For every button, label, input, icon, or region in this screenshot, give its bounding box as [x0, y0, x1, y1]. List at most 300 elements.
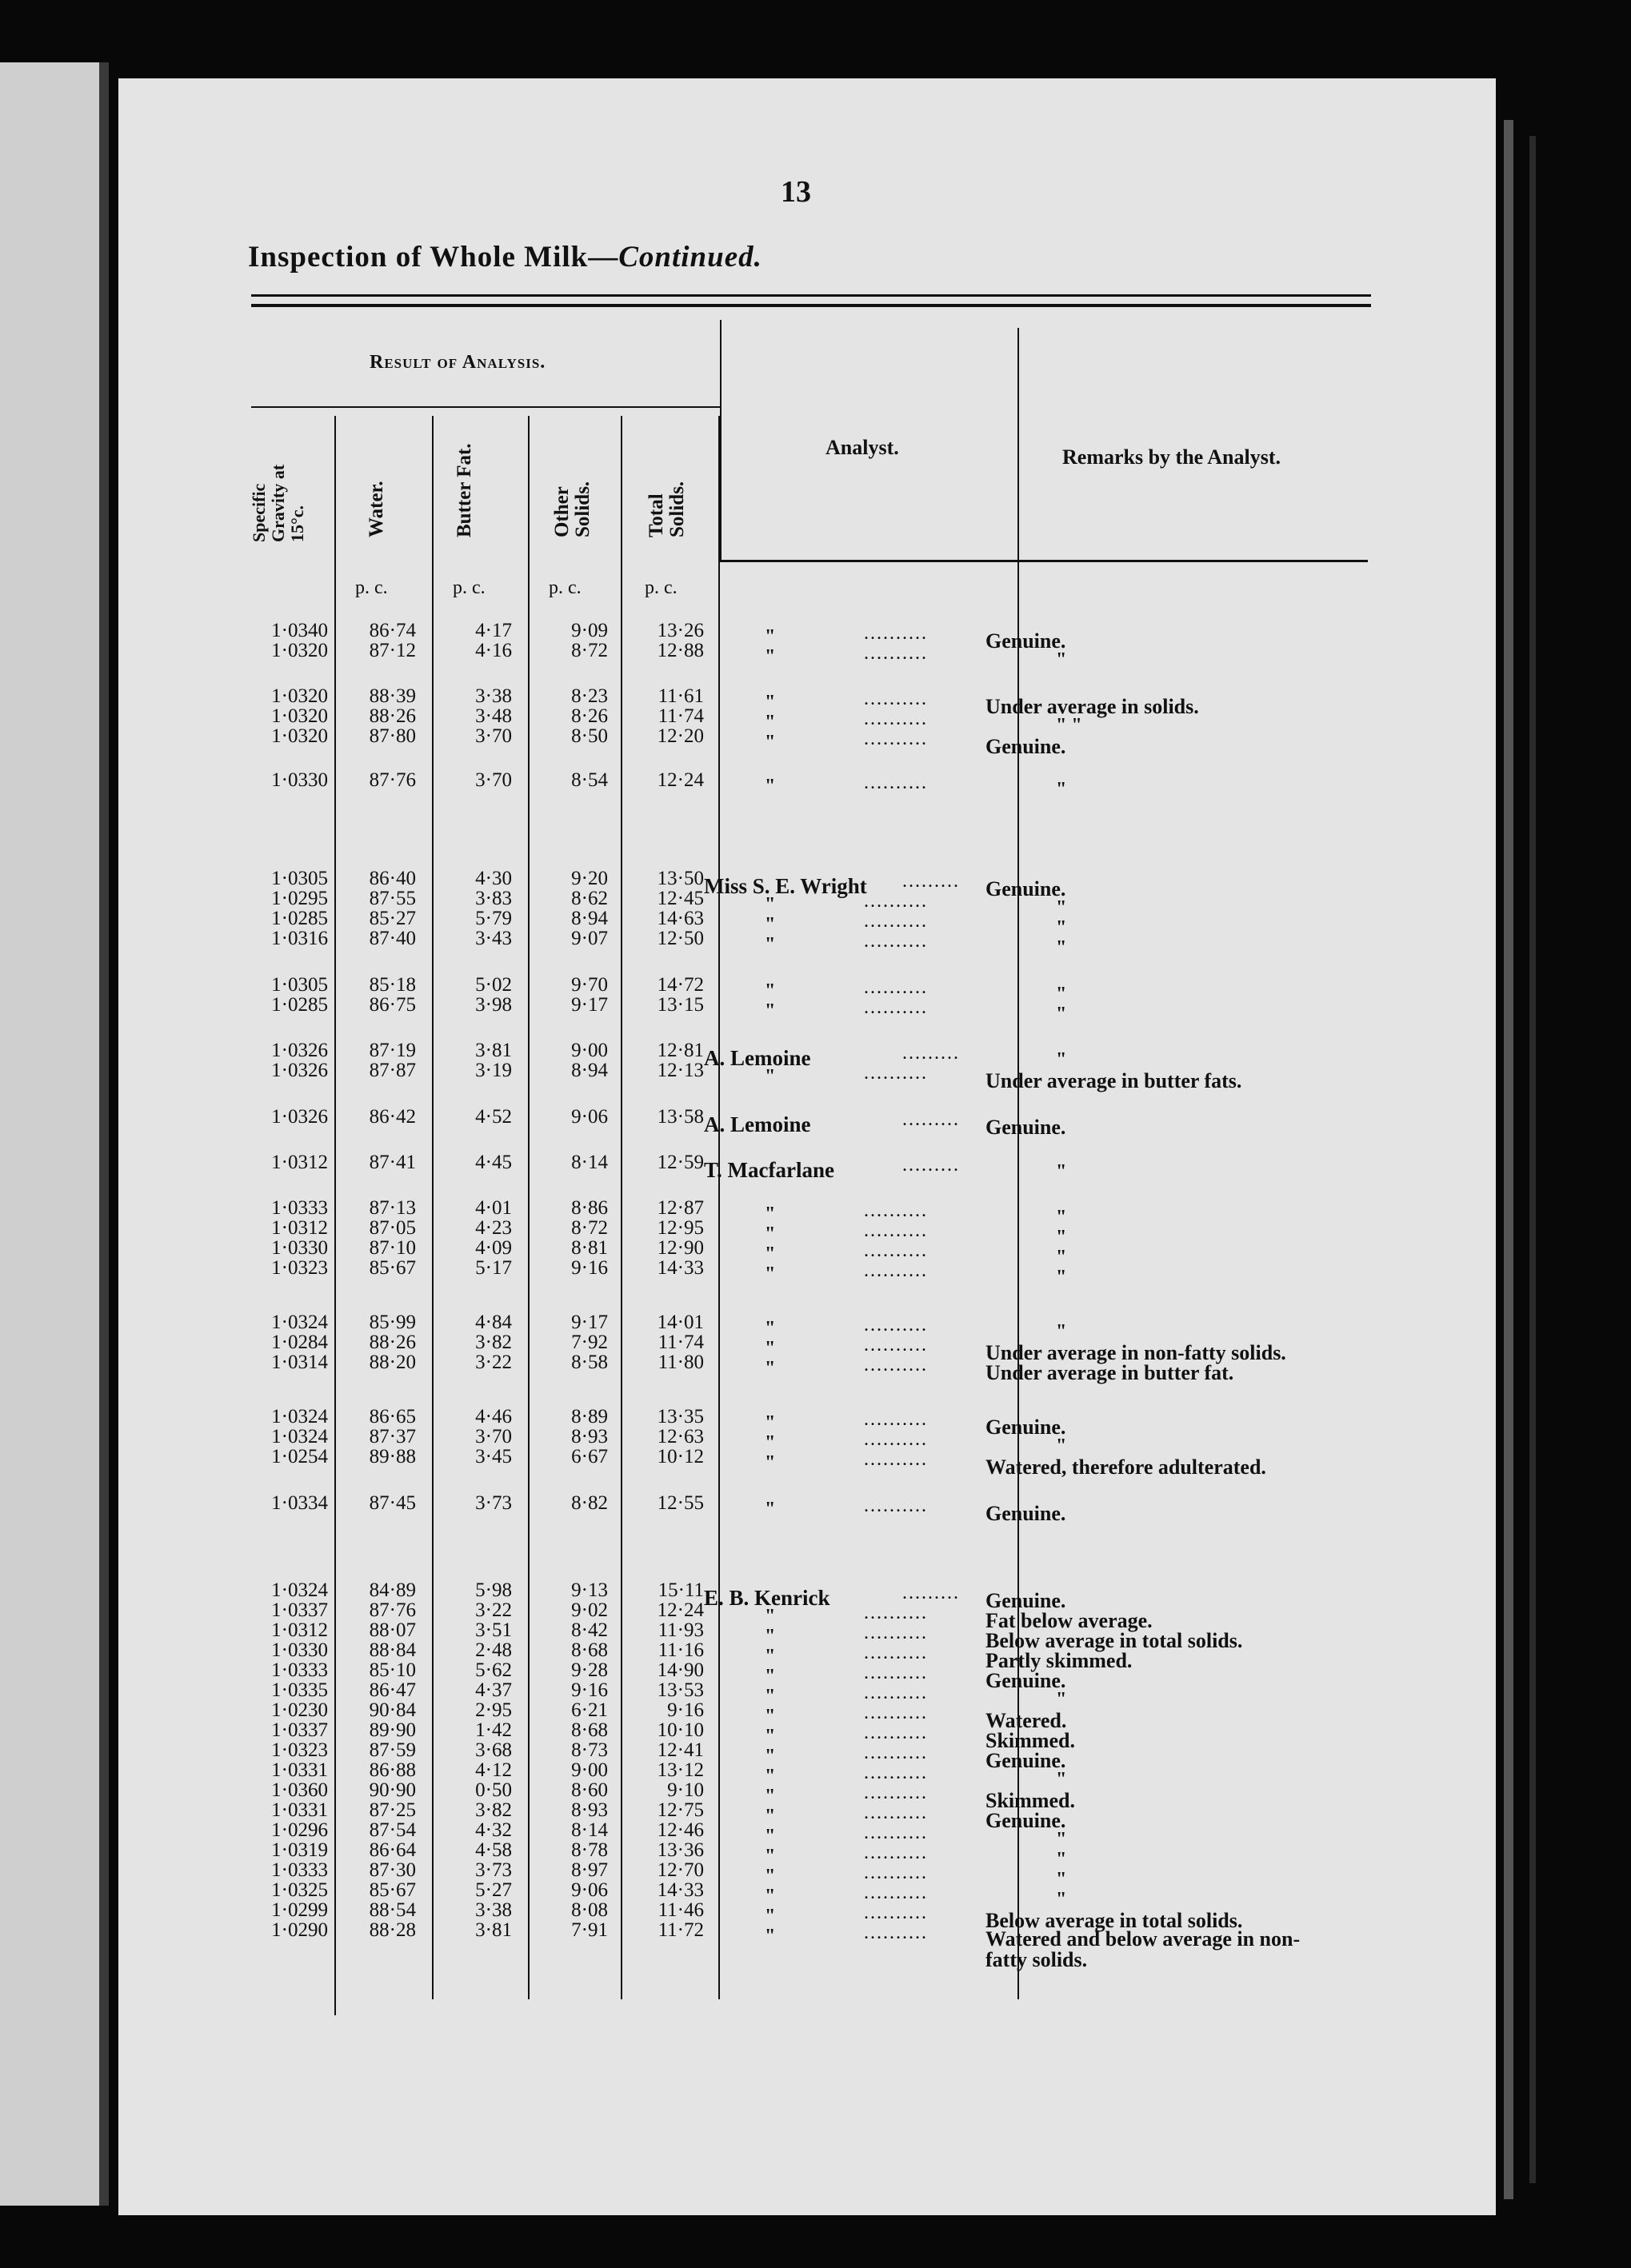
cell-sg: 1·0296	[271, 1819, 328, 1841]
analyst-ditto: "	[765, 914, 776, 935]
cell-water: 86·88	[369, 1759, 416, 1781]
remark-text: Genuine.	[985, 877, 1066, 900]
analyst-ditto: "	[765, 1318, 776, 1339]
cell-other: 8·68	[571, 1639, 608, 1661]
cell-other: 8·81	[571, 1237, 608, 1259]
cell-water: 87·10	[369, 1237, 416, 1259]
remark-text: Genuine.	[985, 629, 1066, 653]
analyst-ditto: "	[765, 692, 776, 713]
cell-other: 8·82	[571, 1492, 608, 1514]
title-italic: Continued.	[618, 241, 762, 274]
analyst-header: Analyst.	[825, 436, 899, 459]
cell-sg: 1·0312	[271, 1619, 328, 1641]
remark-ditto: "	[1056, 937, 1067, 958]
cell-total: 9·10	[667, 1779, 704, 1801]
col-line-end	[718, 416, 720, 1999]
page-number: 13	[781, 175, 811, 209]
analyst-ditto: "	[765, 1264, 776, 1284]
unit-other: p. c.	[549, 577, 582, 598]
remark-text: Genuine.	[985, 1502, 1066, 1525]
cell-water: 87·59	[369, 1739, 416, 1761]
cell-total: 9·16	[667, 1699, 704, 1721]
header-other-solids: Other Solids.	[551, 481, 594, 537]
leader-dots: ..........	[864, 1683, 928, 1703]
leader-dots: ..........	[864, 623, 928, 644]
leader-dots: ..........	[864, 1200, 928, 1221]
cell-total: 13·50	[657, 868, 704, 889]
leader-dots: ..........	[864, 1843, 928, 1863]
analyst-ditto: "	[765, 1866, 776, 1887]
cell-sg: 1·0320	[271, 725, 328, 747]
cell-fat: 3·38	[475, 685, 512, 707]
leader-dots: ..........	[864, 931, 928, 952]
leader-dots: ..........	[864, 1763, 928, 1783]
cell-total: 13·26	[657, 620, 704, 641]
cell-other: 8·73	[571, 1739, 608, 1761]
cell-fat: 2·48	[475, 1639, 512, 1661]
leader-dots: ..........	[864, 891, 928, 912]
analyst-ditto: "	[765, 712, 776, 733]
cell-water: 87·05	[369, 1217, 416, 1239]
cell-sg: 1·0290	[271, 1919, 328, 1941]
leader-dots: ..........	[864, 1429, 928, 1450]
cell-fat: 4·17	[475, 620, 512, 641]
cell-water: 88·20	[369, 1352, 416, 1373]
remark-text: Below average in total solids.	[985, 1629, 1243, 1652]
analyst-name: E. B. Kenrick	[704, 1586, 830, 1610]
cell-sg: 1·0334	[271, 1492, 328, 1514]
analyst-ditto: "	[765, 1412, 776, 1433]
cell-total: 11·46	[658, 1899, 704, 1921]
cell-fat: 3·82	[475, 1799, 512, 1821]
analyst-name: A. Lemoine	[704, 1112, 811, 1136]
cell-fat: 5·79	[475, 908, 512, 929]
remark-text: Genuine.	[985, 1749, 1066, 1772]
cell-water: 87·55	[369, 888, 416, 909]
remark-text: Below average in total solids.	[985, 1909, 1243, 1932]
cell-total: 12·13	[657, 1060, 704, 1081]
cell-other: 8·86	[571, 1197, 608, 1219]
cell-other: 8·72	[571, 1217, 608, 1239]
remark-ditto: "	[1056, 779, 1067, 800]
leader-dots: ..........	[864, 1923, 928, 1943]
remark-text: Under average in non-fatty solids.	[985, 1341, 1286, 1364]
leader-dots: .........	[902, 871, 960, 892]
cell-fat: 3·70	[475, 1426, 512, 1447]
cell-total: 12·81	[657, 1040, 704, 1061]
cell-total: 12·59	[657, 1152, 704, 1173]
cell-total: 12·50	[657, 928, 704, 949]
analyst-ditto: "	[765, 1358, 776, 1379]
cell-other: 8·78	[571, 1839, 608, 1861]
cell-total: 14·33	[657, 1879, 704, 1901]
leader-dots: ..........	[864, 1449, 928, 1470]
cell-sg: 1·0323	[271, 1257, 328, 1279]
cell-fat: 3·70	[475, 769, 512, 791]
cell-fat: 3·81	[475, 1919, 512, 1941]
cell-sg: 1·0333	[271, 1197, 328, 1219]
cell-fat: 3·22	[475, 1352, 512, 1373]
cell-water: 87·30	[369, 1859, 416, 1881]
remark-ditto: "	[1056, 1435, 1067, 1456]
cell-water: 87·12	[369, 640, 416, 661]
cell-total: 12·88	[657, 640, 704, 661]
cell-other: 8·14	[571, 1819, 608, 1841]
cell-water: 85·99	[369, 1312, 416, 1333]
remark-text: Genuine.	[985, 1589, 1066, 1612]
cell-other: 8·94	[571, 1060, 608, 1081]
cell-sg: 1·0326	[271, 1106, 328, 1128]
cell-water: 87·54	[369, 1819, 416, 1841]
leader-dots: ..........	[864, 1063, 928, 1084]
cell-fat: 4·45	[475, 1152, 512, 1173]
cell-water: 87·76	[369, 769, 416, 791]
analyst-ditto: "	[765, 732, 776, 753]
analyst-ditto: "	[765, 1706, 776, 1727]
cell-fat: 1·42	[475, 1719, 512, 1741]
cell-fat: 5·17	[475, 1257, 512, 1279]
cell-total: 10·10	[657, 1719, 704, 1741]
cell-total: 14·90	[657, 1659, 704, 1681]
cell-water: 87·40	[369, 928, 416, 949]
previous-page-edge	[0, 62, 109, 2206]
analyst-ditto: "	[765, 1432, 776, 1453]
leader-dots: ..........	[864, 1315, 928, 1336]
cell-sg: 1·0314	[271, 1352, 328, 1373]
cell-other: 8·60	[571, 1779, 608, 1801]
cell-fat: 5·62	[475, 1659, 512, 1681]
cell-sg: 1·0330	[271, 769, 328, 791]
analyst-name: A. Lemoine	[704, 1046, 811, 1070]
analyst-ditto: "	[765, 1906, 776, 1927]
leader-dots: ..........	[864, 997, 928, 1018]
remark-ditto: "	[1056, 1207, 1067, 1228]
cell-fat: 3·22	[475, 1599, 512, 1621]
cell-water: 90·84	[369, 1699, 416, 1721]
cell-other: 7·92	[571, 1332, 608, 1353]
cell-other: 8·62	[571, 888, 608, 909]
cell-total: 12·41	[657, 1739, 704, 1761]
cell-total: 11·93	[658, 1619, 704, 1641]
analyst-ditto: "	[765, 1806, 776, 1827]
cell-fat: 3·73	[475, 1492, 512, 1514]
cell-other: 8·58	[571, 1352, 608, 1373]
analyst-ditto: "	[765, 1606, 776, 1627]
cell-fat: 4·23	[475, 1217, 512, 1239]
cell-water: 88·39	[369, 685, 416, 707]
cell-other: 8·14	[571, 1152, 608, 1173]
cell-sg: 1·0331	[271, 1759, 328, 1781]
cell-fat: 4·84	[475, 1312, 512, 1333]
analyst-ditto: "	[765, 1726, 776, 1747]
title-rule-bottom	[251, 304, 1371, 307]
cell-sg: 1·0285	[271, 908, 328, 929]
cell-other: 9·17	[571, 1312, 608, 1333]
cell-other: 9·28	[571, 1659, 608, 1681]
remark-ditto: "	[1056, 1227, 1067, 1248]
cell-other: 8·50	[571, 725, 608, 747]
cell-fat: 3·45	[475, 1446, 512, 1467]
cell-other: 8·72	[571, 640, 608, 661]
cell-water: 87·25	[369, 1799, 416, 1821]
cell-water: 86·65	[369, 1406, 416, 1427]
cell-total: 13·15	[657, 994, 704, 1016]
cell-total: 12·75	[657, 1799, 704, 1821]
leader-dots: ..........	[864, 1663, 928, 1683]
cell-fat: 4·09	[475, 1237, 512, 1259]
cell-water: 86·64	[369, 1839, 416, 1861]
remark-ditto: "	[1056, 1004, 1067, 1024]
remark-ditto: "	[1056, 1689, 1067, 1710]
remark-text: Skimmed.	[985, 1789, 1075, 1812]
remark-text: Under average in butter fat.	[985, 1361, 1234, 1384]
analyst-name: T. Macfarlane	[704, 1158, 834, 1182]
unit-total: p. c.	[645, 577, 678, 598]
cell-total: 11·72	[658, 1919, 704, 1941]
leader-dots: ..........	[864, 1220, 928, 1241]
remark-text: Under average in solids.	[985, 695, 1199, 718]
remark-ditto: "	[1056, 1049, 1067, 1070]
cell-other: 8·08	[571, 1899, 608, 1921]
cell-water: 88·26	[369, 705, 416, 727]
cell-sg: 1·0324	[271, 1312, 328, 1333]
cell-other: 8·89	[571, 1406, 608, 1427]
cell-other: 8·93	[571, 1799, 608, 1821]
cell-other: 9·16	[571, 1679, 608, 1701]
cell-fat: 4·32	[475, 1819, 512, 1841]
page-binding-edge	[99, 62, 109, 2206]
analyst-ditto: "	[765, 1826, 776, 1847]
cell-sg: 1·0254	[271, 1446, 328, 1467]
col-line-total	[621, 416, 622, 1999]
leader-dots: ..........	[864, 1240, 928, 1261]
cell-water: 87·80	[369, 725, 416, 747]
cell-total: 12·45	[657, 888, 704, 909]
cell-other: 9·17	[571, 994, 608, 1016]
cell-sg: 1·0323	[271, 1739, 328, 1761]
cell-total: 11·74	[658, 705, 704, 727]
cell-other: 8·42	[571, 1619, 608, 1641]
analyst-ditto: "	[765, 980, 776, 1001]
header-total-solids: Total Solids.	[646, 481, 688, 537]
remark-ditto: "	[1056, 649, 1067, 670]
cell-water: 85·67	[369, 1879, 416, 1901]
remark-ditto: "	[1056, 1889, 1067, 1910]
analyst-ditto: "	[765, 1886, 776, 1907]
leader-dots: .........	[902, 1043, 960, 1064]
cell-other: 8·68	[571, 1719, 608, 1741]
cell-water: 85·27	[369, 908, 416, 929]
cell-total: 14·01	[657, 1312, 704, 1333]
leader-dots: .........	[902, 1155, 960, 1176]
cell-other: 9·06	[571, 1879, 608, 1901]
cell-fat: 4·30	[475, 868, 512, 889]
analyst-ditto: "	[765, 1786, 776, 1807]
remark-ditto: " "	[1056, 715, 1082, 736]
cell-sg: 1·0333	[271, 1659, 328, 1681]
cell-fat: 4·37	[475, 1679, 512, 1701]
result-of-analysis-header: Result of Analysis.	[370, 352, 546, 373]
remark-text: Genuine.	[985, 1416, 1066, 1439]
leader-dots: ..........	[864, 1723, 928, 1743]
cell-water: 86·75	[369, 994, 416, 1016]
leader-dots: ..........	[864, 709, 928, 729]
cell-water: 85·67	[369, 1257, 416, 1279]
cell-sg: 1·0333	[271, 1859, 328, 1881]
cell-total: 14·33	[657, 1257, 704, 1279]
cell-water: 86·47	[369, 1679, 416, 1701]
cell-fat: 0·50	[475, 1779, 512, 1801]
cell-other: 6·67	[571, 1446, 608, 1467]
cell-other: 9·06	[571, 1106, 608, 1128]
cell-fat: 3·19	[475, 1060, 512, 1081]
leader-dots: ..........	[864, 643, 928, 664]
cell-total: 11·74	[658, 1332, 704, 1353]
cell-sg: 1·0312	[271, 1152, 328, 1173]
cell-water: 89·90	[369, 1719, 416, 1741]
cell-water: 86·74	[369, 620, 416, 641]
leader-dots: ..........	[864, 1603, 928, 1623]
cell-fat: 5·27	[475, 1879, 512, 1901]
leader-dots: ..........	[864, 1643, 928, 1663]
analyst-ditto: "	[765, 1926, 776, 1947]
leader-dots: ..........	[864, 773, 928, 793]
cell-sg: 1·0312	[271, 1217, 328, 1239]
cell-other: 8·54	[571, 769, 608, 791]
cell-other: 8·26	[571, 705, 608, 727]
cell-water: 87·87	[369, 1060, 416, 1081]
cell-sg: 1·0324	[271, 1406, 328, 1427]
analyst-ditto: "	[765, 1224, 776, 1244]
cell-total: 12·90	[657, 1237, 704, 1259]
cell-sg: 1·0335	[271, 1679, 328, 1701]
remark-text: Skimmed.	[985, 1729, 1075, 1752]
cell-other: 6·21	[571, 1699, 608, 1721]
cell-total: 11·61	[658, 685, 704, 707]
cell-sg: 1·0230	[271, 1699, 328, 1721]
cell-sg: 1·0319	[271, 1839, 328, 1861]
cell-sg: 1·0337	[271, 1719, 328, 1741]
analyst-ditto: "	[765, 1746, 776, 1767]
leader-dots: ..........	[864, 1409, 928, 1430]
unit-fat: p. c.	[453, 577, 486, 598]
cell-total: 12·24	[657, 769, 704, 791]
cell-water: 87·45	[369, 1492, 416, 1514]
cell-water: 88·84	[369, 1639, 416, 1661]
cell-water: 89·88	[369, 1446, 416, 1467]
analyst-ditto: "	[765, 894, 776, 915]
cell-fat: 3·68	[475, 1739, 512, 1761]
cell-total: 13·35	[657, 1406, 704, 1427]
cell-other: 9·20	[571, 868, 608, 889]
cell-total: 14·63	[657, 908, 704, 929]
cell-other: 9·00	[571, 1759, 608, 1781]
analyst-ditto: "	[765, 1338, 776, 1359]
leader-dots: ..........	[864, 1335, 928, 1356]
analyst-ditto: "	[765, 646, 776, 667]
remark-ditto: "	[1056, 1267, 1067, 1288]
cell-other: 9·09	[571, 620, 608, 641]
cell-water: 86·40	[369, 868, 416, 889]
analyst-ditto: "	[765, 1066, 776, 1087]
remark-text: Genuine.	[985, 1669, 1066, 1692]
cell-water: 85·10	[369, 1659, 416, 1681]
cell-fat: 4·12	[475, 1759, 512, 1781]
header-water: Water.	[366, 481, 387, 537]
header-bottom-rule	[720, 560, 1368, 562]
cell-other: 9·00	[571, 1040, 608, 1061]
remark-ditto: "	[1056, 1321, 1067, 1342]
remark-ditto: "	[1056, 1829, 1067, 1850]
leader-dots: ..........	[864, 1623, 928, 1643]
cell-sg: 1·0285	[271, 994, 328, 1016]
cell-fat: 4·46	[475, 1406, 512, 1427]
cell-water: 87·19	[369, 1040, 416, 1061]
leader-dots: ..........	[864, 1863, 928, 1883]
cell-other: 8·94	[571, 908, 608, 929]
analyst-ditto: "	[765, 1204, 776, 1224]
cell-sg: 1·0316	[271, 928, 328, 949]
cell-fat: 3·98	[475, 994, 512, 1016]
remark-ditto: "	[1056, 897, 1067, 918]
cell-fat: 5·02	[475, 974, 512, 996]
cell-sg: 1·0331	[271, 1799, 328, 1821]
remark-text: Partly skimmed.	[985, 1649, 1133, 1672]
cell-sg: 1·0324	[271, 1426, 328, 1447]
cell-sg: 1·0305	[271, 868, 328, 889]
cell-total: 13·12	[657, 1759, 704, 1781]
cell-sg: 1·0337	[271, 1599, 328, 1621]
leader-dots: ..........	[864, 1783, 928, 1803]
leader-dots: ..........	[864, 1355, 928, 1376]
cell-sg: 1·0326	[271, 1060, 328, 1081]
analyst-ditto: "	[765, 1452, 776, 1473]
cell-fat: 3·83	[475, 888, 512, 909]
cell-sg: 1·0320	[271, 640, 328, 661]
page-frame-right	[1504, 120, 1513, 2199]
remark-text: Genuine.	[985, 735, 1066, 758]
analyst-name: Miss S. E. Wright	[704, 874, 867, 898]
cell-other: 8·23	[571, 685, 608, 707]
remark-text: Under average in butter fats.	[985, 1069, 1242, 1092]
cell-other: 9·16	[571, 1257, 608, 1279]
remark-text: Genuine.	[985, 1809, 1066, 1832]
cell-total: 12·24	[657, 1599, 704, 1621]
leader-dots: ..........	[864, 1903, 928, 1923]
cell-fat: 5·98	[475, 1579, 512, 1601]
header-specific-gravity: Specific Gravity at 15°c.	[249, 464, 307, 542]
remark-ditto: "	[1056, 1769, 1067, 1790]
cell-fat: 3·43	[475, 928, 512, 949]
analyst-ditto: "	[765, 1666, 776, 1687]
analyst-ditto: "	[765, 1499, 776, 1519]
leader-dots: ..........	[864, 1260, 928, 1281]
leader-dots: .........	[902, 1109, 960, 1130]
cell-sg: 1·0340	[271, 620, 328, 641]
unit-water: p. c.	[355, 577, 388, 598]
remark-ditto: "	[1056, 984, 1067, 1004]
result-rule	[251, 406, 720, 408]
remark-text: Fat below average.	[985, 1609, 1153, 1632]
analyst-ditto: "	[765, 1646, 776, 1667]
cell-total: 12·46	[657, 1819, 704, 1841]
remark-text: Genuine.	[985, 1116, 1066, 1139]
leader-dots: .........	[902, 1583, 960, 1603]
cell-water: 85·18	[369, 974, 416, 996]
cell-fat: 3·81	[475, 1040, 512, 1061]
cell-total: 13·58	[657, 1106, 704, 1128]
remark-ditto: "	[1056, 1849, 1067, 1870]
